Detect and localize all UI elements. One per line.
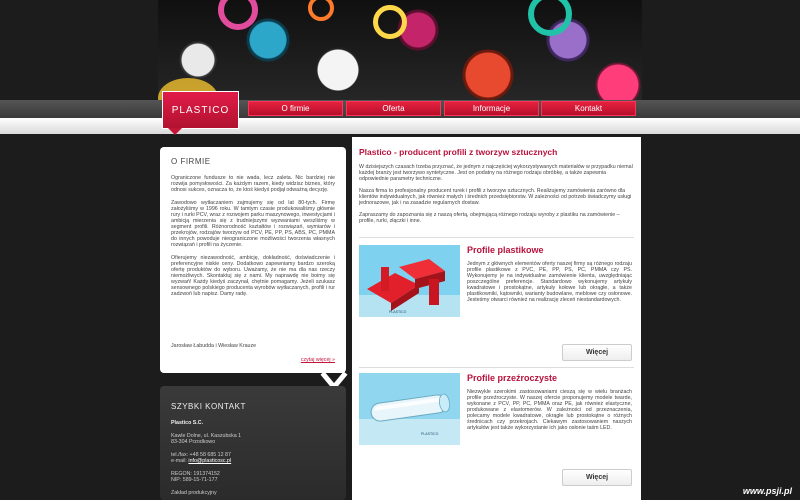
address-line: Kawle Dolne, ul. Kaszubska 1 bbox=[171, 432, 242, 439]
about-title: O FIRMIE bbox=[171, 157, 211, 166]
email-label: e-mail: bbox=[171, 458, 187, 464]
nav-item-oferta[interactable]: Oferta bbox=[346, 101, 441, 116]
watermark: www.psji.pl bbox=[742, 486, 792, 496]
about-paragraph: Ofierujemy niezawodność, ambicję, dokładność, doświadczenie i preferencyjne niskie ceny. Dodatkowo zapewniamy bardzo szeroką ofertę produktów do wyboru. Uważamy, że nie ma dla nas rzeczy niemożliwych. Skontaktuj się z nami. My naprawdę nie boimy się wyzwań! Każdy kiedyś zaczynał, chętnie pomagamy. Jeżeli szukasz sensownego polskiego producenta wyrobów wytłaczanych, profili i rur zadzwoń lub napisz. Damy radę. bbox=[171, 255, 335, 297]
read-more-link[interactable]: czytaj więcej » bbox=[300, 357, 335, 363]
address-line: 83-304 Przodkowo bbox=[171, 439, 216, 445]
red-profiles-image[interactable] bbox=[359, 245, 460, 317]
nip: NIP: 589-15-71-177 bbox=[171, 477, 218, 483]
logo-text: PLASTICO bbox=[171, 104, 230, 116]
about-paragraph: Ograniczone fundusze to nie wada, lecz zaleta. Nic bardziej nie rozwija pomysłowości. Za każdym razem, kiedy widzisz biznes, który odnosi sukces, oznacza to, że ktoś kiedyś podjął odważną decyzję. bbox=[171, 175, 335, 193]
product-card bbox=[359, 373, 634, 498]
intro-paragraph: Nasza firma to profesjonalny producent rurek i profili z tworzyw sztucznych. Realizujemy zamówienia zarówno dla klientów indywidualnych, jak również małych i średnich przedsiębiorstw. W zależności od potrzeb świadczymy usługi jednorazowe, jak i na zasadzie regularnych dostaw. bbox=[359, 188, 632, 206]
quick-contact-panel bbox=[160, 386, 346, 500]
about-signature: Jarosław Łabudda i Wiesław Krauze bbox=[171, 343, 257, 349]
intro-paragraph: Zapraszamy do zapoznania się z naszą ofertą, obejmującą różnego rodzaju wyroby z plastiku na zamówienie – profile, rurki, złączki i inne. bbox=[359, 212, 620, 224]
product-title[interactable]: Profile przeźroczyste bbox=[467, 373, 558, 383]
page-title: Plastico - producent profili z tworzyw sztucznych bbox=[359, 147, 558, 157]
transparent-tube-image[interactable] bbox=[359, 373, 460, 445]
product-card bbox=[359, 245, 634, 365]
product-description: Jednym z głównych elementów oferty naszej firmy są różnego rodzaju profile plastikowe z PVC, PE, PP, PS, PC, PMMA czy PS. Wykonujemy je na indywidualne zamówienie klienta, uwzględniając poszczególne preferencje. Standardowo wykonujemy artykuły kwadratowe i prostokątne, artykuły kołowe lub okrągłe, a także plastikowniki, kątowniki, warianty budowlane, meblowe czy osłonowe. Jesteśmy otwarci również na realizację zleceń niestandardowych. bbox=[467, 261, 632, 303]
factory-label: Zakład produkcyjny bbox=[171, 489, 217, 496]
divider bbox=[359, 367, 634, 368]
product-title[interactable]: Profile plastikowe bbox=[467, 245, 544, 255]
email-link[interactable]: info@plasticosc.pl bbox=[188, 458, 232, 464]
quick-contact-title: SZYBKI KONTAKT bbox=[171, 402, 246, 411]
nav-item-o-firmie[interactable]: O firmie bbox=[248, 101, 343, 116]
about-panel bbox=[160, 147, 346, 373]
logo[interactable] bbox=[162, 91, 239, 129]
nav-item-informacje[interactable]: Informacje bbox=[444, 101, 539, 116]
about-paragraph: Zawodowo wytłaczaniem zajmujemy się od lat 80-tych. Firmę założyliśmy w 1996 roku. W tamtym czasie produkowaliśmy głównie rury i rurki PCV, wraz z rozwojem parku maszynowego, inwestycjami i ambicją mierzenia się z trudniejszymi wyzwaniami weszliśmy w segment profili. Różnorodność kształtów i rozwiązań, wymiarów i przekrojów, rodzajów tworzyw od PCV, PE, PP, PS, ABS, PC, PMMA do innych powoduje nieograniczone możliwości tworzenia własnych rozwiązań i profili na życzenie. bbox=[171, 200, 335, 248]
divider bbox=[359, 237, 634, 238]
image-caption: PLASTICO bbox=[421, 432, 439, 436]
more-button[interactable]: Więcej bbox=[562, 469, 632, 486]
intro-paragraph: W dzisiejszych czasach trzeba przyznać, że jednym z najczęściej wykorzystywanych materiałów w przypadku niemal każdej branży jest tworzywo syntetyczne. Jest on podatny na różnego rodzaju obróbkę, a także zapewnia odpowiednie parametry techniczne. bbox=[359, 164, 633, 182]
logo-notch bbox=[168, 128, 182, 135]
regon: REGON: 191374152 bbox=[171, 470, 220, 477]
more-button[interactable]: Więcej bbox=[562, 344, 632, 361]
image-caption: PLASTICO bbox=[389, 310, 407, 314]
phone: tel./fax: +48 58 685 12 87 bbox=[171, 451, 231, 458]
nav-strip bbox=[0, 118, 800, 134]
company-name: Plastico S.C. bbox=[171, 420, 204, 426]
main-content bbox=[352, 137, 641, 500]
product-description: Niezwykle szerokimi zastosowaniami cieszą się w wielu branżach profile przeźroczyste. W naszej ofercie proponujemy modele twarde, wykonane z PCV, PP, PC, PMMA oraz PE, jak również elastyczne, produkowane z elastomerów. W zależności od przeznaczenia, polecamy modele kwadratowe, okrągłe lub prostokątne o różnych średnicach czy przekrojach. Ciekawym zastosowaniem naszych artykułów jest także wykorzystanie ich jako osłonie taśm LED. bbox=[467, 389, 632, 431]
header-banner-image bbox=[158, 0, 642, 100]
nav-item-kontakt[interactable]: Kontakt bbox=[541, 101, 636, 116]
